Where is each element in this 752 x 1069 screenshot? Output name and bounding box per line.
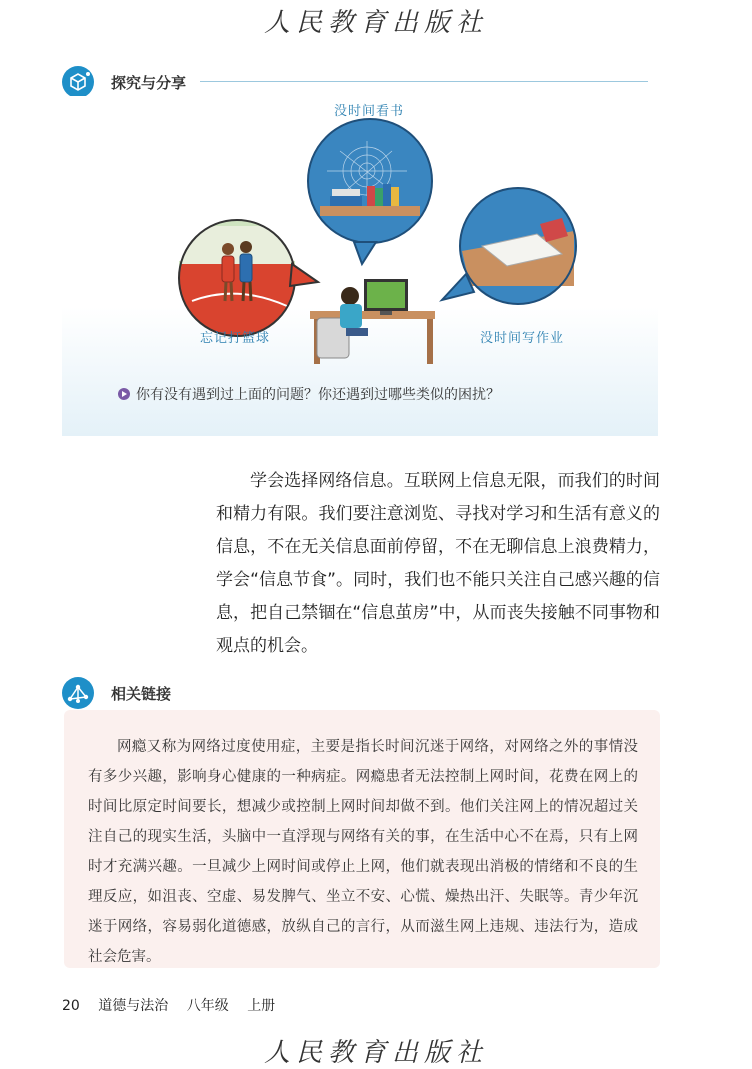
publisher-header: 人民教育出版社 bbox=[263, 8, 488, 38]
book-grade: 八年级 bbox=[186, 998, 229, 1014]
related-links-text: 网瘾又称为网络过度使用症，主要是指长时间沉迷于网络，对网络之外的事情没有多少兴趣，影响身心健康的一种病症。网瘾患者无法控制上网时间，花费在网上的时间比原定时间要长，想减少或控制上网时间却做不到。他们关注网上的情况超过关注自己的现实生活，头脑中一直浮现与网络有关的事，在生活中心不在焉，只有上网时才充满兴趣。一旦减少上网时间或停止上网，他们就表现出消极的情绪和不良的生理反应，如沮丧、空虚、易发脾气、坐立不安、心慌、燥热出汗、失眠等。青少年沉迷于网络，容易弱化道德感，放纵自己的言行，从而滋生网上违规、违法行为，造成社会危害。 bbox=[88, 739, 638, 965]
related-links-title: 相关链接 bbox=[111, 685, 172, 703]
book-volume: 上册 bbox=[247, 998, 276, 1014]
section-divider bbox=[200, 81, 648, 82]
page-footer bbox=[62, 995, 289, 1015]
publisher-footer: 人民教育出版社 bbox=[263, 1038, 488, 1068]
book-subject: 道德与法治 bbox=[98, 998, 169, 1014]
page-number: 20 bbox=[62, 998, 80, 1014]
explore-section-icon bbox=[62, 66, 94, 98]
caption-no-time-for-homework: 没时间写作业 bbox=[480, 331, 565, 346]
explore-question-text: 你有没有遇到过上面的问题？你还遇到过哪些类似的困扰？ bbox=[136, 387, 500, 403]
caption-no-time-to-read: 没时间看书 bbox=[334, 104, 405, 119]
main-paragraph: 学会选择网络信息。互联网上信息无限，而我们的时间和精力有限。我们要注意浏览、寻找对学习和生活有意义的信息，不在无关信息面前停留，不在无聊信息上浪费精力，学会“信息节食”。同时，我们也不能只关注自己感兴趣的信息，把自己禁锢在“信息茧房”中，从而丧失接触不同事物和观点的机会。 bbox=[216, 471, 660, 656]
explore-section-title: 探究与分享 bbox=[111, 74, 187, 92]
related-links-icon bbox=[62, 677, 94, 709]
caption-forgot-basketball: 忘记打篮球 bbox=[200, 331, 271, 346]
explore-question bbox=[118, 384, 500, 404]
